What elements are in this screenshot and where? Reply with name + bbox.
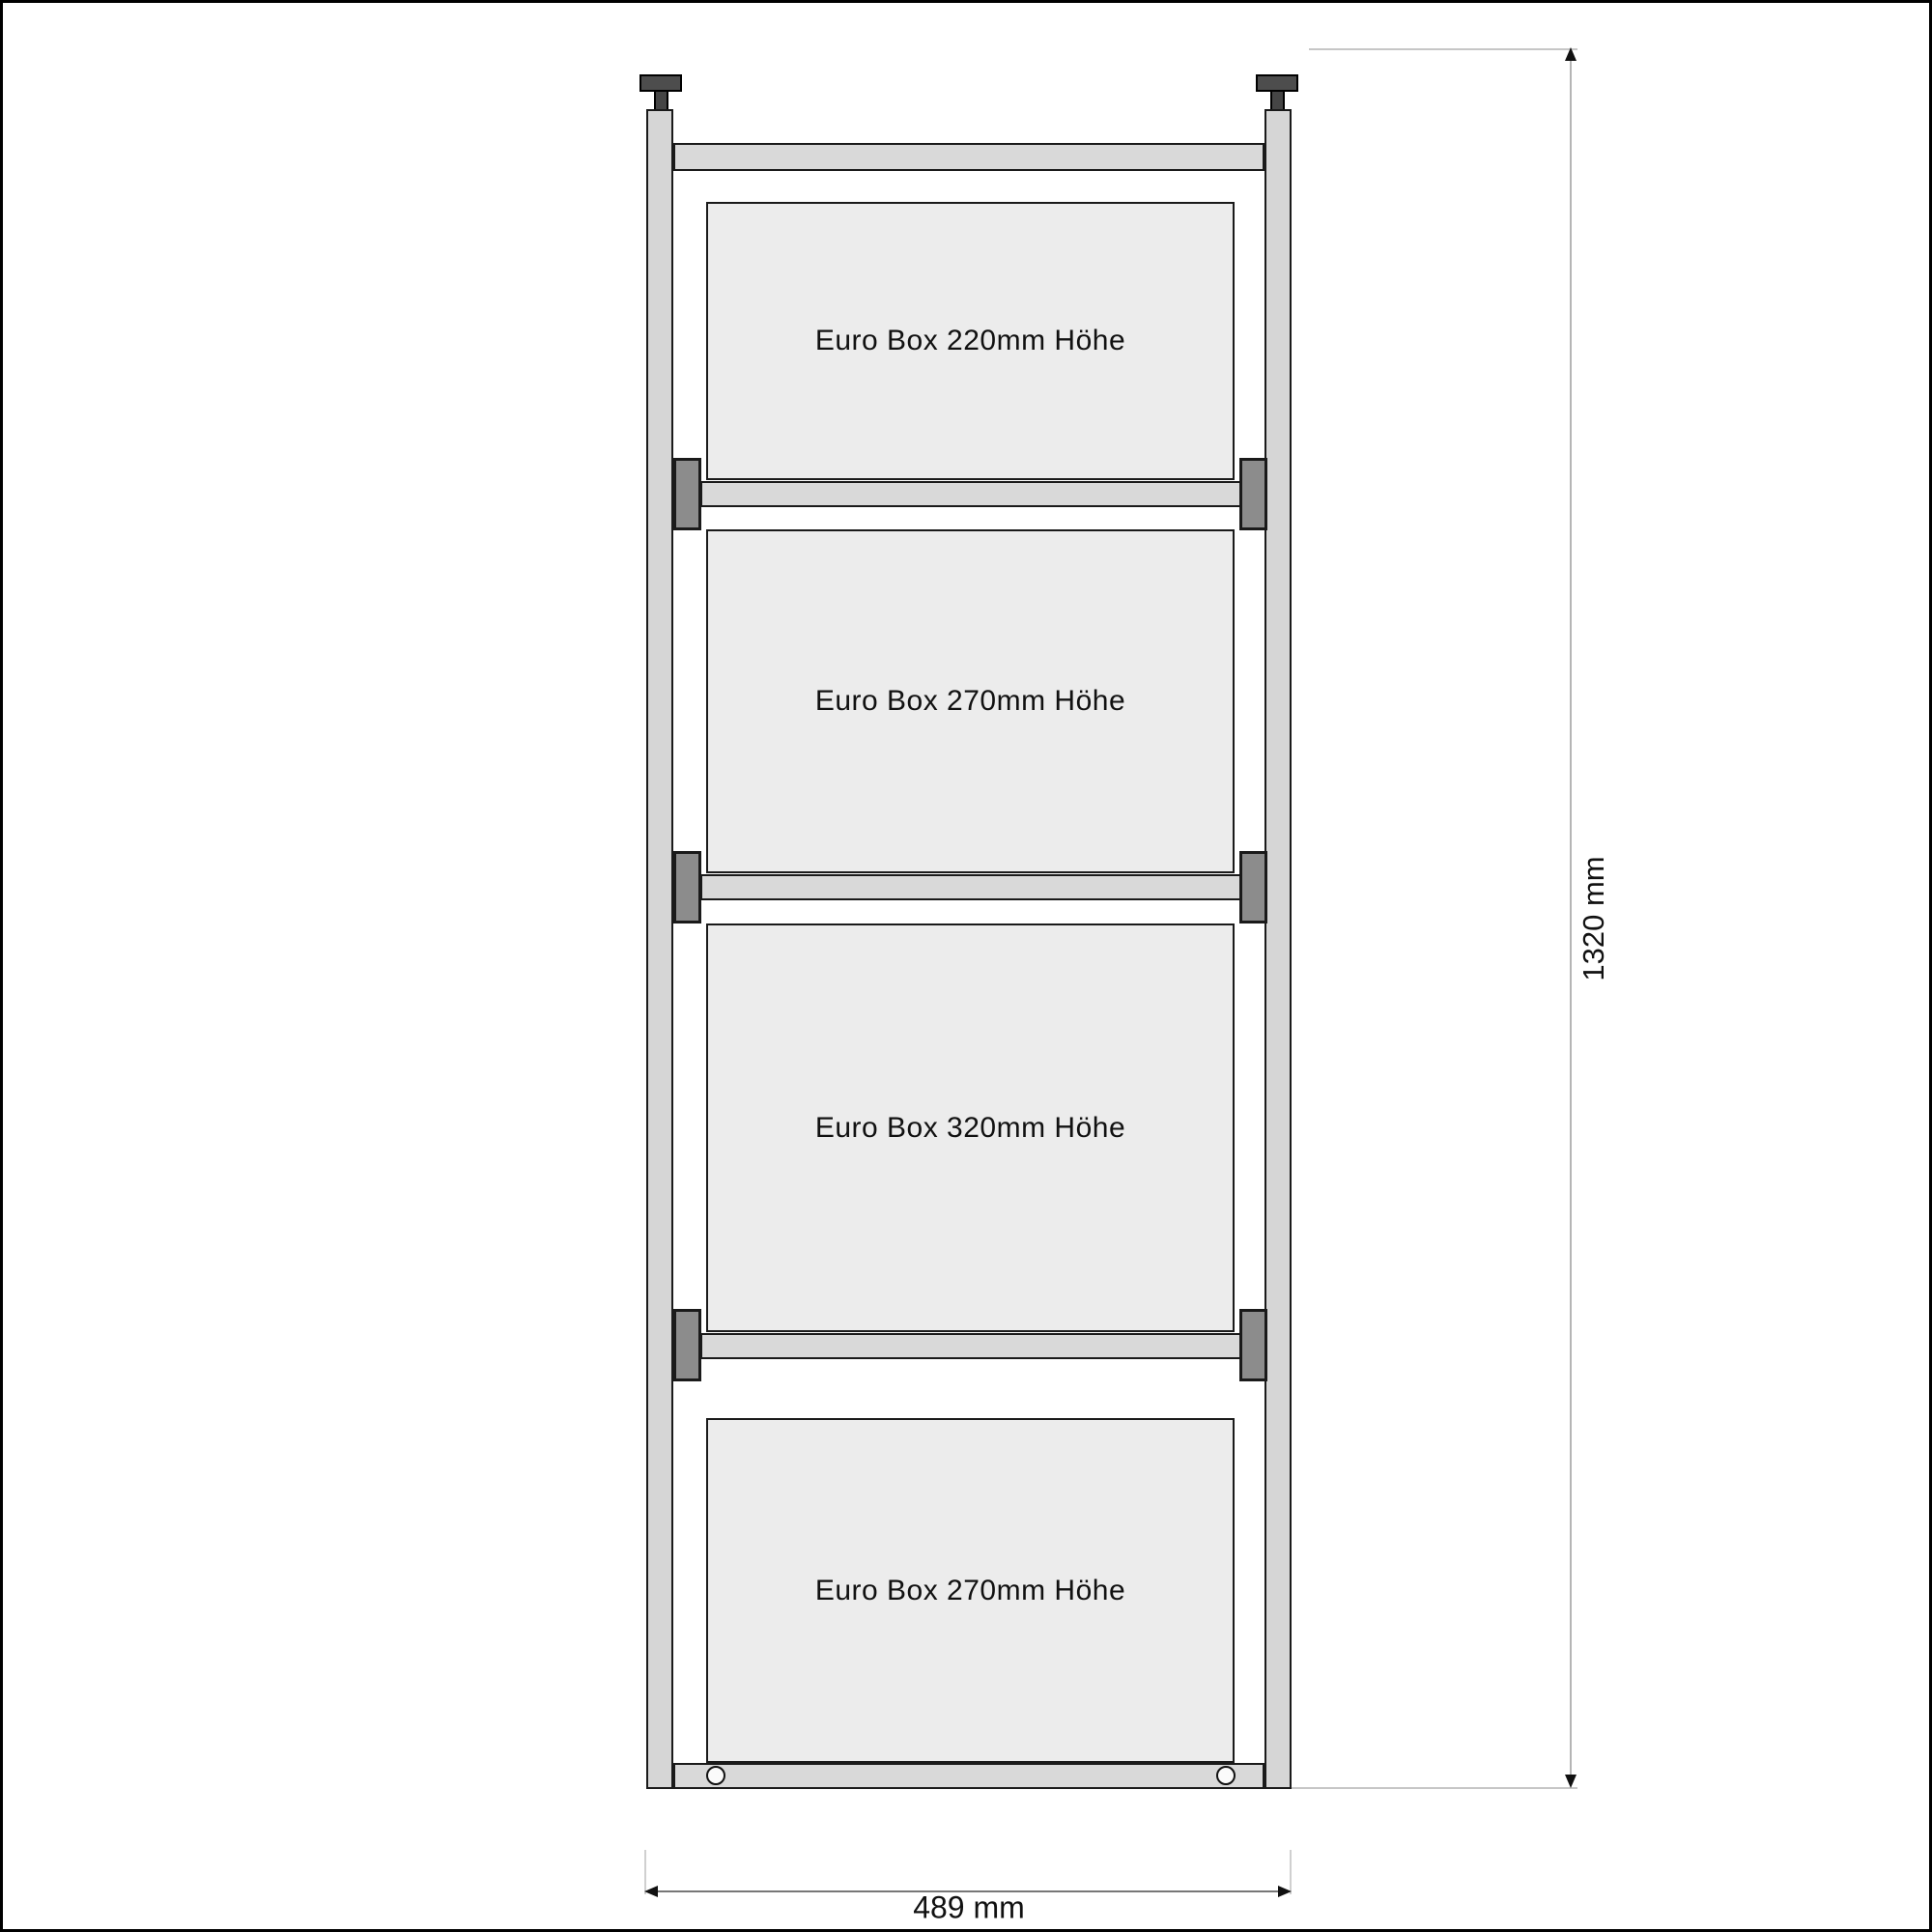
- arrow-down-icon: [1565, 1775, 1577, 1788]
- euro-box-2-label: Euro Box 270mm Höhe: [814, 685, 1126, 717]
- euro-box-1: [706, 202, 1235, 480]
- euro-box-3-label: Euro Box 320mm Höhe: [814, 1111, 1126, 1144]
- euro-box-1-label: Euro Box 220mm Höhe: [814, 325, 1126, 356]
- bottom-extension-line: [1292, 1787, 1577, 1789]
- crossbar-3-left-clamp: [673, 1309, 701, 1381]
- crossbar-2-left-clamp: [673, 851, 701, 923]
- width-dimension-label: 489 mm: [913, 1889, 1025, 1925]
- euro-box-4: [706, 1418, 1235, 1763]
- left-tension-knob-stem: [654, 90, 668, 111]
- support-crossbar-2: [700, 874, 1241, 900]
- screw-hole-right-icon: [1216, 1766, 1236, 1785]
- crossbar-1-right-clamp: [1239, 458, 1267, 530]
- right-post: [1264, 109, 1292, 1789]
- height-dimension-label: 1320 mm: [1577, 856, 1610, 981]
- arrow-up-icon: [1565, 47, 1577, 61]
- right-tension-knob-stem: [1270, 90, 1285, 111]
- crossbar-2-right-clamp: [1239, 851, 1267, 923]
- top-extension-line: [1309, 48, 1577, 50]
- crossbar-1-left-clamp: [673, 458, 701, 530]
- euro-box-4-label: Euro Box 270mm Höhe: [814, 1574, 1126, 1606]
- arrow-left-icon: [644, 1886, 658, 1897]
- top-rail: [673, 143, 1264, 171]
- support-crossbar-1: [700, 481, 1241, 507]
- screw-hole-left-icon: [706, 1766, 725, 1785]
- height-dimension-line: [1570, 51, 1572, 1782]
- bottom-rail: [673, 1763, 1264, 1789]
- euro-box-2: [706, 529, 1235, 873]
- left-post: [646, 109, 673, 1789]
- crossbar-3-right-clamp: [1239, 1309, 1267, 1381]
- arrow-right-icon: [1278, 1886, 1292, 1897]
- support-crossbar-3: [700, 1333, 1241, 1359]
- euro-box-3: [706, 923, 1235, 1332]
